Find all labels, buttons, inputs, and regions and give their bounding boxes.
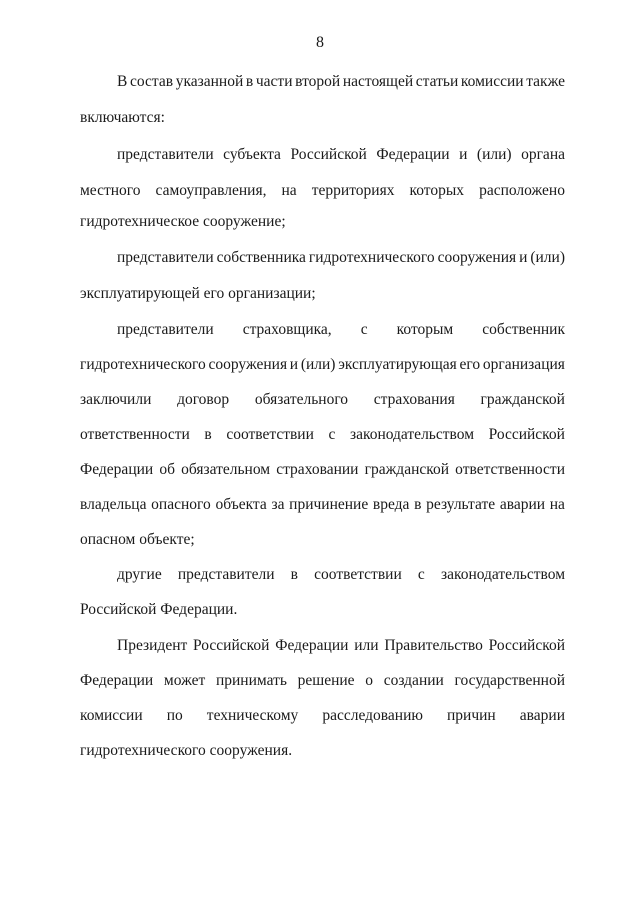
text-line: местного самоуправления, на территориях которых расположено: [80, 182, 565, 199]
text-line: Федерации об обязательном страховании гражданской ответственности: [80, 461, 565, 478]
text-line: Федерации может принимать решение о создании государственной: [80, 672, 565, 689]
text-line: представители страховщика, с которым собственник: [117, 321, 565, 338]
page-number: 8: [316, 34, 324, 51]
text-line: опасном объекте;: [80, 531, 195, 548]
text-line: гидротехнического сооружения.: [80, 742, 293, 759]
text-line: В состав указанной в части второй настоящей статьи комиссии также: [117, 73, 565, 90]
text-line: включаются:: [80, 109, 165, 126]
text-line: представители субъекта Российской Федерации и (или) органа: [117, 146, 565, 163]
text-line: владельца опасного объекта за причинение вреда в результате аварии на: [80, 496, 565, 513]
text-line: эксплуатирующей его организации;: [80, 285, 316, 302]
text-line: Президент Российской Федерации или Правительство Российской: [117, 637, 565, 654]
text-line: комиссии по техническому расследованию причин аварии: [80, 707, 565, 724]
text-line: заключили договор обязательного страхования гражданской: [80, 391, 565, 408]
text-line: гидротехническое сооружение;: [80, 213, 286, 230]
text-line: Российской Федерации.: [80, 601, 238, 618]
text-line: другие представители в соответствии с законодательством: [117, 566, 565, 583]
text-line: представители собственника гидротехнического сооружения и (или): [117, 249, 565, 266]
text-line: гидротехнического сооружения и (или) эксплуатирующая его организация: [80, 356, 565, 373]
text-line: ответственности в соответствии с законодательством Российской: [80, 426, 565, 443]
